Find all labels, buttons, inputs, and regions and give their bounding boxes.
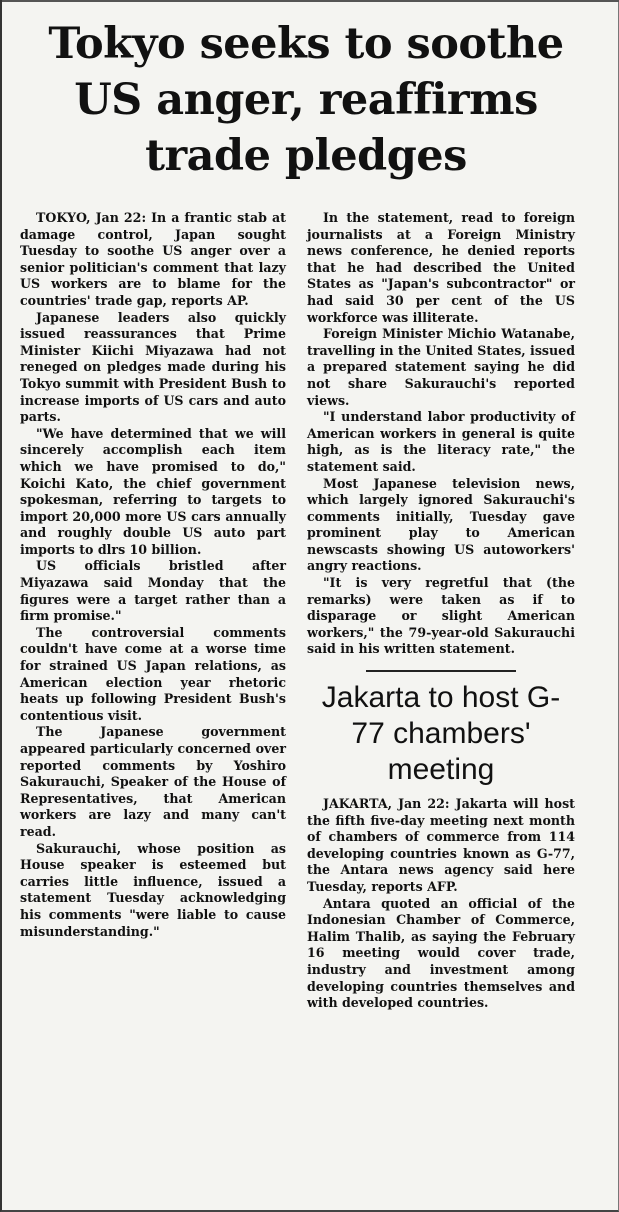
paragraph-text: Jakarta will host the fifth five-day meeting next month of chambers of commerce from 114 developing countries known as G-77, the Antara news agency said here Tuesday, reports AFP. [307, 796, 575, 894]
side-headline: Jakarta to host G-77 chambers' meeting [321, 681, 561, 787]
article-divider [366, 670, 516, 672]
article-paragraph: Foreign Minister Michio Watanabe, travelling in the United States, issued a prepared statement saying he did not share Sakurauchi's reported views. [307, 326, 575, 408]
main-article-column-right [307, 210, 575, 1012]
article-paragraph: Most Japanese television news, which largely ignored Sakurauchi's comments initially, Tuesday gave prominent play to American newscasts showing US autoworkers' angry reactions. [307, 475, 575, 574]
side-dateline: JAKARTA, Jan 22: [323, 796, 450, 812]
article-paragraph: "We have determined that we will sincerely accomplish each item which we have promised to do," Koichi Kato, the chief government spokesman, referring to targets to import 20,000 more US cars annually and roughly double US auto part imports to dlrs 10 billion. [20, 425, 286, 557]
article-paragraph: Sakurauchi, whose position as House speaker is esteemed but carries little influence, issued a statement Tuesday acknowledging his comments "were liable to cause misunderstanding." [20, 840, 286, 939]
article-paragraph: US officials bristled after Miyazawa said Monday that the figures were a target rather than a firm promise." [20, 558, 286, 624]
main-article-column-left [20, 210, 286, 940]
article-paragraph: In the statement, read to foreign journalists at a Foreign Ministry news conference, he denied reports that he had described the United States as "Japan's subcontractor" or had said 30 per cent of the US workforce was illiterate. [307, 210, 575, 325]
article-paragraph [20, 210, 286, 310]
article-paragraph: The controversial comments couldn't have come at a worse time for strained US Japan relations, as American election year rhetoric heats up following President Bush's contentious visit. [20, 624, 286, 723]
article-paragraph: Japanese leaders also quickly issued reassurances that Prime Minister Kiichi Miyazawa had not reneged on pledges made during his Tokyo summit with President Bush to increase imports of US cars and auto parts. [20, 309, 286, 425]
side-article-paragraph: Antara quoted an official of the Indonesian Chamber of Commerce, Halim Thalib, as saying the February 16 meeting would cover trade, industry and investment among developing countries themselves and with developed countries. [307, 895, 575, 1011]
side-article-paragraph [307, 796, 575, 896]
top-rule [2, 0, 619, 2]
article-paragraph: "I understand labor productivity of American workers in general is quite high, as is the literacy rate," the statement said. [307, 409, 575, 474]
main-headline: Tokyo seeks to soothe US anger, reaffirms trade pledges [48, 19, 564, 181]
paragraph-text: In a frantic stab at damage control, Japan sought Tuesday to soothe US anger over a senior politician's comment that lazy US workers are to blame for the countries' trade gap, reports AP. [20, 210, 286, 308]
article-paragraph: The Japanese government appeared particularly concerned over reported comments by Yoshiro Sakurauchi, Speaker of the House of Representatives, that American workers are lazy and many can't read. [20, 724, 286, 839]
article-paragraph: "It is very regretful that (the remarks) were taken as if to disparage or slight American workers," the 79-year-old Sakurauchi said in his written statement. [307, 575, 575, 657]
main-dateline: TOKYO, Jan 22: [36, 210, 147, 225]
